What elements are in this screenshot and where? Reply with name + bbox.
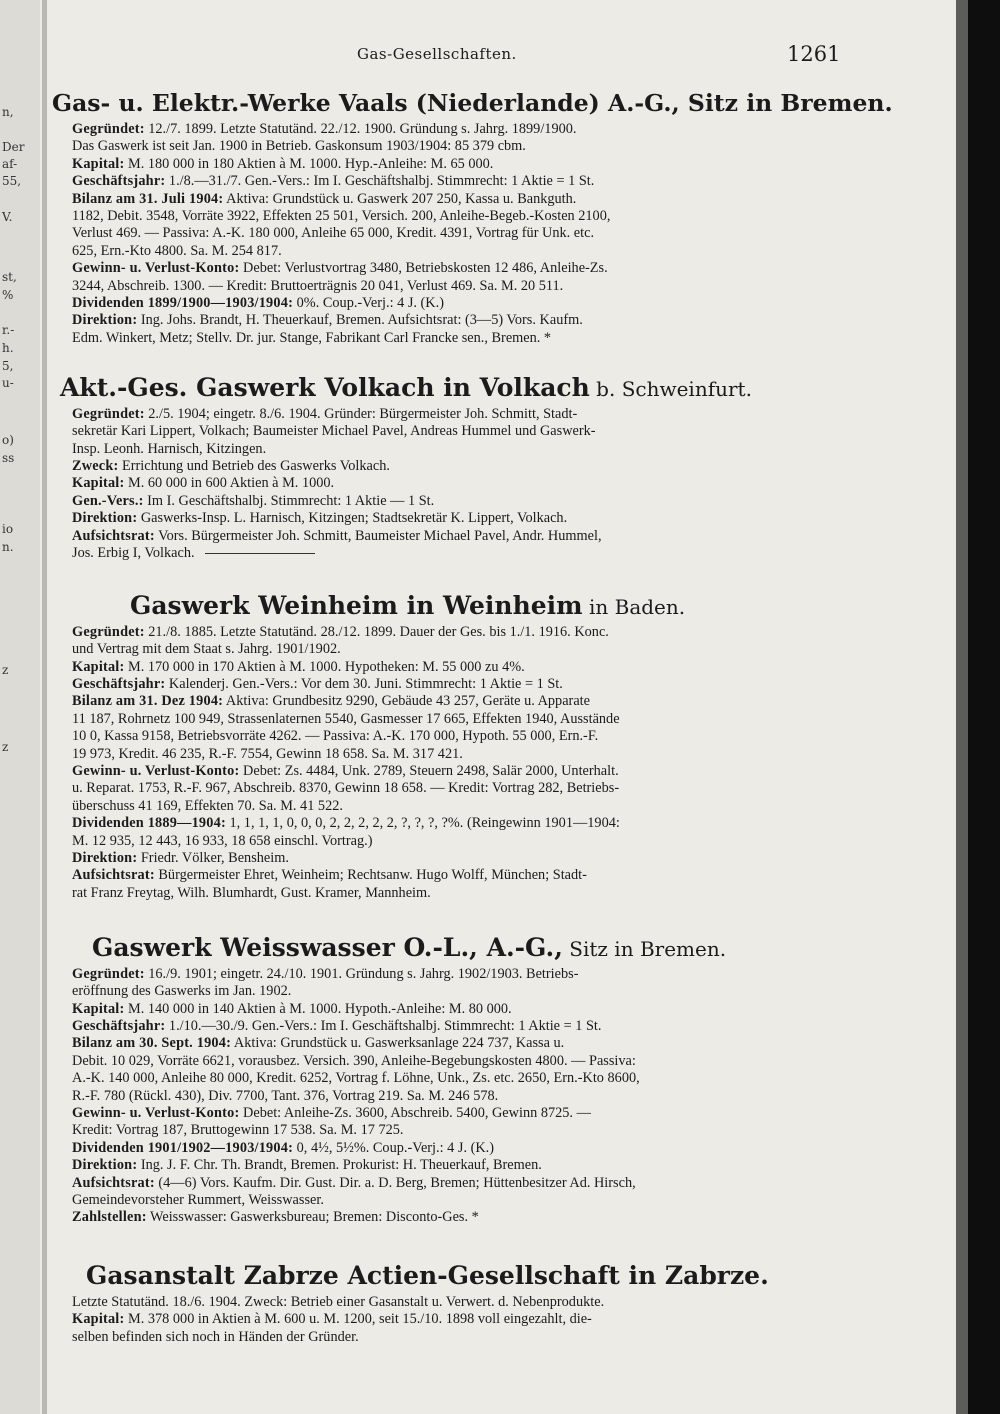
- entry-line: Bilanz am 30. Sept. 1904: Aktiva: Grundstück u. Gaswerksanlage 224 737, Kassa u.: [72, 1035, 565, 1052]
- entry-line: Dividenden 1899/1900—1903/1904: 0%. Coup.-Verj.: 4 J. (K.): [72, 295, 444, 312]
- entry-line: überschuss 41 169, Effekten 70. Sa. M. 41 522.: [72, 797, 343, 814]
- company-entry: [52, 592, 842, 902]
- entry-line: Edm. Winkert, Metz; Stellv. Dr. jur. Stange, Fabrikant Carl Francke sen., Bremen. *: [72, 329, 552, 346]
- margin-fragment: io: [2, 522, 14, 536]
- entry-line: sekretär Kari Lippert, Volkach; Baumeister Michael Pavel, Andreas Hummel und Gaswerk-: [72, 423, 596, 440]
- entry-line: rat Franz Freytag, Wilh. Blumhardt, Gust. Kramer, Mannheim.: [72, 884, 431, 901]
- entry-line: M. 12 935, 12 443, 16 933, 18 658 einschl. Vortrag.): [72, 832, 373, 849]
- entry-title: Akt.-Ges. Gaswerk Volkach in Volkach b. Schweinfurt.: [60, 373, 752, 402]
- margin-fragment: af-: [2, 157, 18, 171]
- entry-line: 625, Ern.-Kto 4800. Sa. M. 254 817.: [72, 242, 282, 259]
- separator-rule: [205, 553, 315, 554]
- entry-line: Jos. Erbig I, Volkach.: [52, 545, 842, 562]
- company-entry: [52, 1262, 842, 1346]
- entry-line: 1182, Debit. 3548, Vorräte 3922, Effekten 25 501, Versich. 200, Anleihe-Begeb.-Kosten 2100,: [72, 208, 611, 225]
- entry-lines: [52, 1294, 842, 1346]
- entry-line: Kapital: M. 170 000 in 170 Aktien à M. 1000. Hypotheken: M. 55 000 zu 4%.: [72, 658, 525, 675]
- entry-line: 3244, Abschreib. 1300. — Kredit: Bruttoerträgnis 20 041, Verlust 469. Sa. M. 20 511.: [72, 277, 564, 294]
- company-entry: [52, 934, 842, 1227]
- entry-line: Zahlstellen: Weisswasser: Gaswerksbureau; Bremen: Disconto-Ges. *: [72, 1209, 479, 1226]
- entry-line: eröffnung des Gaswerks im Jan. 1902.: [72, 983, 292, 1000]
- margin-fragment: ss: [2, 451, 15, 465]
- entry-line: Direktion: Ing. Johs. Brandt, H. Theuerkauf, Bremen. Aufsichtsrat: (3—5) Vors. Kaufm.: [72, 312, 583, 329]
- margin-fragment: z: [2, 740, 9, 754]
- margin-fragment: 5,: [2, 359, 14, 373]
- entry-line: 10 0, Kassa 9158, Betriebsvorräte 4262. — Passiva: A.-K. 170 000, Hypoth. 55 000, Ern.-F.: [72, 728, 599, 745]
- margin-fragment: u-: [2, 376, 14, 390]
- entry-line: u. Reparat. 1753, R.-F. 967, Abschreib. 8370, Gewinn 18 658. — Kredit: Vortrag 282, Betriebs-: [72, 780, 620, 797]
- entry-line: Geschäftsjahr: 1./8.—31./7. Gen.-Vers.: Im I. Geschäftshalbj. Stimmrecht: 1 Aktie = 1 St.: [72, 173, 595, 190]
- entry-line: Zweck: Errichtung und Betrieb des Gaswerks Volkach.: [72, 457, 390, 474]
- margin-fragment: V.: [2, 210, 13, 224]
- entry-lines: [52, 406, 842, 563]
- margin-fragment: z: [2, 663, 9, 677]
- entry-line: selben befinden sich noch in Händen der Gründer.: [72, 1328, 359, 1345]
- entry-line: Bilanz am 31. Juli 1904: Aktiva: Grundstück u. Gaswerk 207 250, Kassa u. Bankguth.: [72, 190, 577, 207]
- entry-lines: [52, 121, 842, 347]
- entry-line: Geschäftsjahr: Kalenderj. Gen.-Vers.: Vor dem 30. Juni. Stimmrecht: 1 Aktie = 1 St.: [72, 675, 563, 692]
- entry-line: 19 973, Kredit. 46 235, R.-F. 7554, Gewinn 18 658. Sa. M. 317 421.: [72, 745, 463, 762]
- entry-line: A.-K. 140 000, Anleihe 80 000, Kredit. 6252, Vortrag f. Löhne, Unk., Zs. etc. 2650, Ern.-Kto 8600,: [72, 1070, 640, 1087]
- entry-line: Gegründet: 2./5. 1904; eingetr. 8./6. 1904. Gründer: Bürgermeister Joh. Schmitt, Stadt-: [72, 405, 578, 422]
- entry-line: Geschäftsjahr: 1./10.—30./9. Gen.-Vers.: Im I. Geschäftshalbj. Stimmrecht: 1 Aktie = 1 St.: [72, 1017, 602, 1034]
- entry-line: Bilanz am 31. Dez 1904: Aktiva: Grundbesitz 9290, Gebäude 43 257, Geräte u. Apparate: [72, 693, 590, 710]
- entry-title: Gasanstalt Zabrze Actien-Gesellschaft in Zabrze.: [86, 1261, 769, 1290]
- page-number: 1261: [787, 42, 841, 66]
- entry-line: 11 187, Rohrnetz 100 949, Strassenlaternen 5540, Gasmesser 17 665, Effekten 1940, Ausstände: [72, 710, 620, 727]
- entry-line: Direktion: Ing. J. F. Chr. Th. Brandt, Bremen. Prokurist: H. Theuerkauf, Bremen.: [72, 1157, 542, 1174]
- binding-gutter: [42, 0, 47, 1414]
- margin-fragment: st,: [2, 270, 17, 284]
- entry-line: Gemeindevorsteher Rummert, Weisswasser.: [72, 1192, 324, 1209]
- entry-line: Dividenden 1901/1902—1903/1904: 0, 4½, 5½%. Coup.-Verj.: 4 J. (K.): [72, 1139, 495, 1156]
- margin-fragment: Der: [2, 140, 25, 154]
- scan-edge-shadow: [956, 0, 1000, 1414]
- entry-lines: [52, 966, 842, 1227]
- entry-line: Gewinn- u. Verlust-Konto: Debet: Zs. 4484, Unk. 2789, Steuern 2498, Salär 2000, Unterhalt.: [72, 763, 619, 779]
- entry-line: Insp. Leonh. Harnisch, Kitzingen.: [72, 440, 267, 457]
- margin-fragment: n.: [2, 540, 14, 554]
- entry-line: Kapital: M. 60 000 in 600 Aktien à M. 1000.: [72, 475, 335, 492]
- entry-line: Dividenden 1889—1904: 1, 1, 1, 1, 0, 0, 0, 2, 2, 2, 2, 2, ?, ?, ?, ?%. (Reingewinn 1901—1904:: [72, 815, 620, 832]
- entry-line: Debit. 10 029, Vorräte 6621, vorausbez. Versich. 390, Anleihe-Begebungskosten 4800. — Passiva:: [72, 1052, 636, 1069]
- entry-line: Aufsichtsrat: (4—6) Vors. Kaufm. Dir. Gust. Dir. a. D. Berg, Bremen; Hüttenbesitzer Ad. Hirsch,: [72, 1174, 636, 1191]
- margin-fragment: h.: [2, 341, 14, 355]
- entry-line: Kapital: M. 140 000 in 140 Aktien à M. 1000. Hypoth.-Anleihe: M. 80 000.: [72, 1000, 512, 1017]
- entry-line: Verlust 469. — Passiva: A.-K. 180 000, Anleihe 65 000, Kredit. 4391, Vortrag für Unk. etc.: [72, 225, 595, 242]
- entry-line: Das Gaswerk ist seit Jan. 1900 in Betrieb. Gaskonsum 1903/1904: 85 379 cbm.: [72, 138, 526, 155]
- entry-line: Aufsichtsrat: Vors. Bürgermeister Joh. Schmitt, Baumeister Michael Pavel, Andr. Hummel,: [72, 527, 602, 544]
- entry-line: Gen.-Vers.: Im I. Geschäftshalbj. Stimmrecht: 1 Aktie — 1 St.: [72, 492, 435, 509]
- entry-line: Gewinn- u. Verlust-Konto: Debet: Anleihe-Zs. 3600, Abschreib. 5400, Gewinn 8725. —: [72, 1105, 591, 1121]
- entry-line: Gegründet: 12./7. 1899. Letzte Statutänd. 22./12. 1900. Gründung s. Jahrg. 1899/1900.: [72, 121, 577, 138]
- entry-title: Gaswerk Weinheim in Weinheim in Baden.: [130, 591, 686, 620]
- entry-line: Aufsichtsrat: Bürgermeister Ehret, Weinheim; Rechtsanw. Hugo Wolff, München; Stadt-: [72, 867, 587, 884]
- entry-title: Gas- u. Elektr.-Werke Vaals (Niederlande) A.-G., Sitz in Bremen.: [52, 89, 893, 117]
- company-entry: [52, 89, 893, 347]
- entry-line: Kapital: M. 378 000 in Aktien à M. 600 u. M. 1200, seit 15./10. 1898 voll eingezahlt, die-: [72, 1311, 592, 1328]
- entry-line: Direktion: Gaswerks-Insp. L. Harnisch, Kitzingen; Stadtsekretär K. Lippert, Volkach.: [72, 510, 568, 527]
- entry-line: Gegründet: 16./9. 1901; eingetr. 24./10. 1901. Gründung s. Jahrg. 1902/1903. Betriebs-: [72, 965, 579, 982]
- margin-fragment: n,: [2, 105, 14, 119]
- entry-line: Kredit: Vortrag 187, Bruttogewinn 17 538. Sa. M. 17 725.: [72, 1122, 404, 1139]
- running-title: Gas-Gesellschaften.: [357, 45, 517, 63]
- margin-fragment: r.-: [2, 323, 15, 337]
- margin-fragment: o): [2, 433, 14, 447]
- entry-line: Letzte Statutänd. 18./6. 1904. Zweck: Betrieb einer Gasanstalt u. Verwert. d. Nebenprodukte.: [72, 1293, 605, 1310]
- entry-line: R.-F. 780 (Rückl. 430), Div. 7700, Tant. 376, Vortrag 219. Sa. M. 246 578.: [72, 1087, 499, 1104]
- margin-fragment: 55,: [2, 174, 22, 188]
- entry-line: Gewinn- u. Verlust-Konto: Debet: Verlustvortrag 3480, Betriebskosten 12 486, Anleihe-Zs.: [72, 260, 608, 277]
- entry-line: Gegründet: 21./8. 1885. Letzte Statutänd. 28./12. 1899. Dauer der Ges. bis 1./1. 1916. Konc.: [72, 623, 609, 640]
- entry-title: Gaswerk Weisswasser O.-L., A.-G., Sitz in Bremen.: [92, 933, 727, 962]
- margin-fragment: %: [2, 288, 14, 302]
- company-entry: [52, 374, 842, 562]
- entry-line: Direktion: Friedr. Völker, Bensheim.: [72, 850, 289, 867]
- entry-lines: [52, 624, 842, 903]
- entry-line: Kapital: M. 180 000 in 180 Aktien à M. 1000. Hyp.-Anleihe: M. 65 000.: [72, 155, 494, 172]
- entry-line: und Vertrag mit dem Staat s. Jahrg. 1901/1902.: [72, 641, 341, 658]
